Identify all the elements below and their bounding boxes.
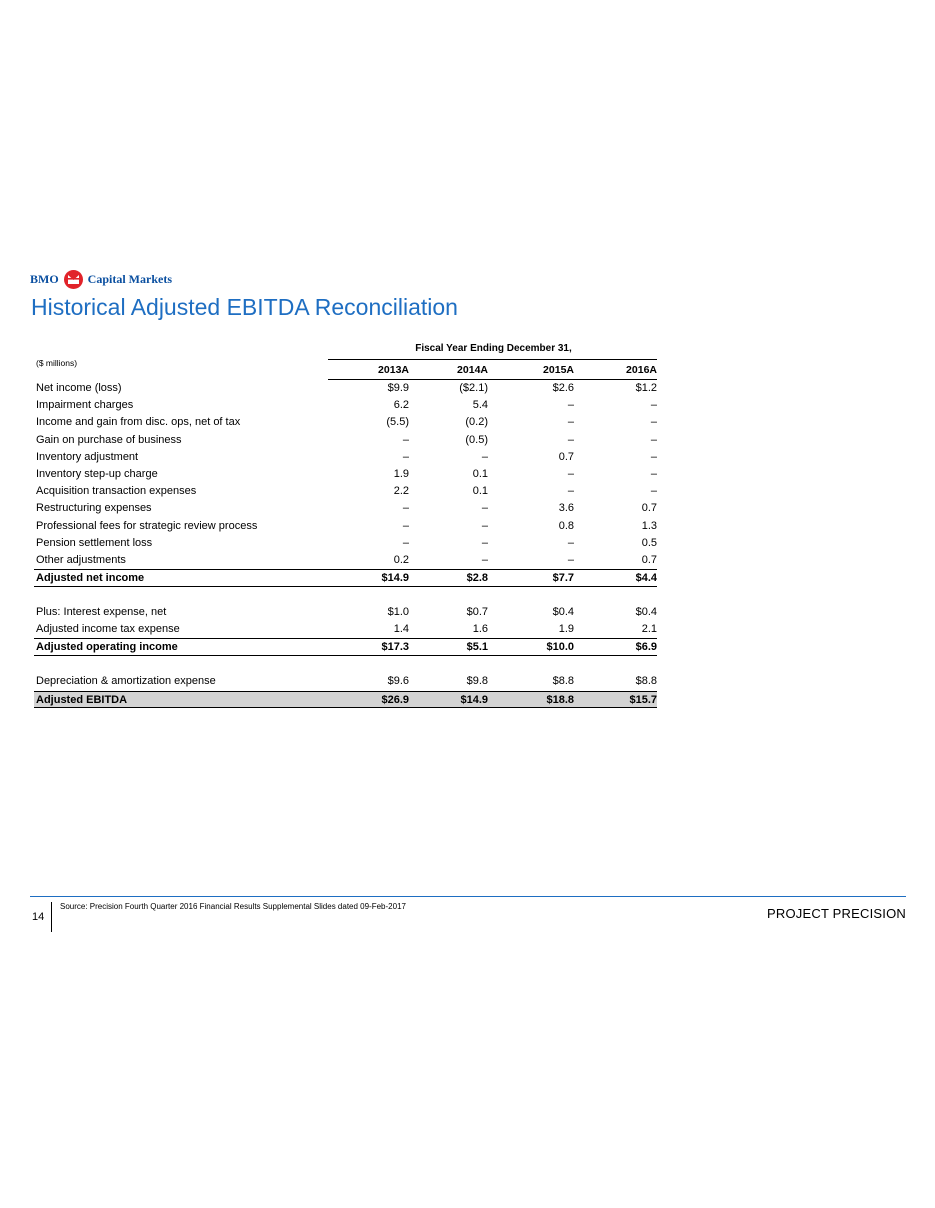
table-row <box>34 449 657 466</box>
cell: – <box>650 467 657 480</box>
page-number: 14 <box>32 911 45 923</box>
cell: $6.9 <box>635 641 657 654</box>
row-label: Income and gain from disc. ops, net of tax <box>36 416 241 429</box>
row-label: Inventory step-up charge <box>36 467 158 480</box>
cell: 0.1 <box>472 485 488 498</box>
cell: $7.7 <box>552 572 574 585</box>
row-label: Adjusted net income <box>36 572 145 585</box>
row-label: Restructuring expenses <box>36 502 152 515</box>
cell: 0.7 <box>558 450 574 463</box>
cell: 2.1 <box>641 623 657 636</box>
column-headers <box>34 364 657 379</box>
cell: 5.4 <box>472 399 488 412</box>
row-label: Net income (loss) <box>36 382 122 394</box>
da-row <box>34 673 657 690</box>
cell: – <box>650 433 657 446</box>
cell: 0.8 <box>558 519 574 532</box>
cell: (5.5) <box>386 416 409 429</box>
interest-row <box>34 604 657 621</box>
cell: $1.0 <box>387 606 409 619</box>
brand-left: BMO <box>30 271 59 286</box>
cell: (0.5) <box>465 433 488 446</box>
cell: $0.4 <box>552 606 574 619</box>
fiscal-year-header: Fiscal Year Ending December 31, <box>415 343 572 354</box>
cell: – <box>402 519 409 532</box>
brand-right: Capital Markets <box>87 271 172 286</box>
table-row <box>34 483 657 500</box>
row-label: Adjusted operating income <box>36 641 178 654</box>
cell: – <box>481 519 488 532</box>
cell: $9.9 <box>387 382 409 394</box>
cell: $8.8 <box>552 675 574 688</box>
cell: – <box>481 536 488 549</box>
cell: $4.4 <box>635 572 657 585</box>
cell: 0.1 <box>472 467 488 480</box>
source-note: Source: Precision Fourth Quarter 2016 Financial Results Supplemental Slides dated 09-Feb-2017 <box>60 902 406 911</box>
cell: $9.6 <box>387 675 409 688</box>
cell: $5.1 <box>466 641 488 654</box>
row-label: Professional fees for strategic review process <box>36 519 258 532</box>
column-header: 2015A <box>543 364 574 376</box>
page-title: Historical Adjusted EBITDA Reconciliation <box>31 294 458 320</box>
column-header: 2016A <box>626 364 657 376</box>
row-label: Gain on purchase of business <box>36 433 182 446</box>
table-row <box>34 500 657 517</box>
cell: – <box>402 502 409 515</box>
table-row <box>34 432 657 449</box>
cell: $10.0 <box>546 641 574 654</box>
cell: $8.8 <box>635 675 657 688</box>
cell: 2.2 <box>393 485 409 498</box>
cell: $0.4 <box>635 606 657 619</box>
cell: – <box>567 536 574 549</box>
cell: $18.8 <box>546 693 574 706</box>
cell: – <box>567 467 574 480</box>
cell: 1.9 <box>558 623 574 636</box>
row-label: Adjusted EBITDA <box>36 693 128 706</box>
cell: 0.5 <box>641 536 657 549</box>
cell: – <box>481 502 488 515</box>
cell: – <box>650 416 657 429</box>
tax-row <box>34 621 657 638</box>
row-label: Adjusted income tax expense <box>36 623 180 636</box>
header-rule <box>328 359 657 360</box>
footer-divider <box>51 902 52 932</box>
cell: – <box>567 416 574 429</box>
row-label: Other adjustments <box>36 553 126 566</box>
cell: – <box>481 553 488 566</box>
adjusted-ebitda-row <box>34 691 657 708</box>
cell: $17.3 <box>381 641 409 654</box>
cell: – <box>650 399 657 412</box>
bmo-m-bar-icon <box>64 270 83 289</box>
brand-logo <box>30 268 172 290</box>
cell: 1.4 <box>393 623 409 636</box>
cell: (0.2) <box>465 416 488 429</box>
cell: $15.7 <box>629 693 657 706</box>
table-row <box>34 466 657 483</box>
cell: – <box>402 536 409 549</box>
row-label: Inventory adjustment <box>36 450 139 463</box>
footer-rule <box>30 896 906 897</box>
cell: – <box>481 450 488 463</box>
spacer-row <box>34 587 657 604</box>
cell: $14.9 <box>460 693 488 706</box>
cell: $26.9 <box>381 693 409 706</box>
cell: 1.9 <box>393 467 409 480</box>
cell: 0.7 <box>641 553 657 566</box>
cell: $2.8 <box>466 572 488 585</box>
row-label: Pension settlement loss <box>36 536 153 549</box>
row-label: Impairment charges <box>36 399 134 412</box>
column-header: 2013A <box>378 364 409 376</box>
row-label: Depreciation & amortization expense <box>36 675 216 688</box>
project-name: PROJECT PRECISION <box>767 906 906 921</box>
column-header: 2014A <box>457 364 488 376</box>
units-label: ($ millions) <box>36 358 78 368</box>
cell: $14.9 <box>381 572 409 585</box>
table-row <box>34 380 657 397</box>
table-row <box>34 518 657 535</box>
cell: 1.6 <box>472 623 488 636</box>
table-row <box>34 552 657 569</box>
table-row <box>34 397 657 414</box>
cell: 6.2 <box>393 399 409 412</box>
table-row <box>34 535 657 552</box>
cell: – <box>402 433 409 446</box>
cell: 1.3 <box>641 519 657 532</box>
spacer-row <box>34 656 657 673</box>
adjusted-operating-income-row <box>34 638 657 656</box>
cell: – <box>567 399 574 412</box>
row-label: Plus: Interest expense, net <box>36 606 167 619</box>
cell: $1.2 <box>635 382 657 394</box>
cell: – <box>650 485 657 498</box>
row-label: Acquisition transaction expenses <box>36 485 197 498</box>
cell: $0.7 <box>466 606 488 619</box>
cell: – <box>650 450 657 463</box>
cell: $9.8 <box>466 675 488 688</box>
cell: 0.7 <box>641 502 657 515</box>
cell: – <box>567 433 574 446</box>
table-row <box>34 414 657 431</box>
cell: – <box>567 485 574 498</box>
table-body <box>34 380 657 708</box>
cell: 0.2 <box>393 553 409 566</box>
cell: – <box>567 553 574 566</box>
cell: ($2.1) <box>459 382 488 394</box>
cell: – <box>402 450 409 463</box>
adjusted-net-income-row <box>34 569 657 587</box>
cell: 3.6 <box>558 502 574 515</box>
cell: $2.6 <box>552 382 574 394</box>
